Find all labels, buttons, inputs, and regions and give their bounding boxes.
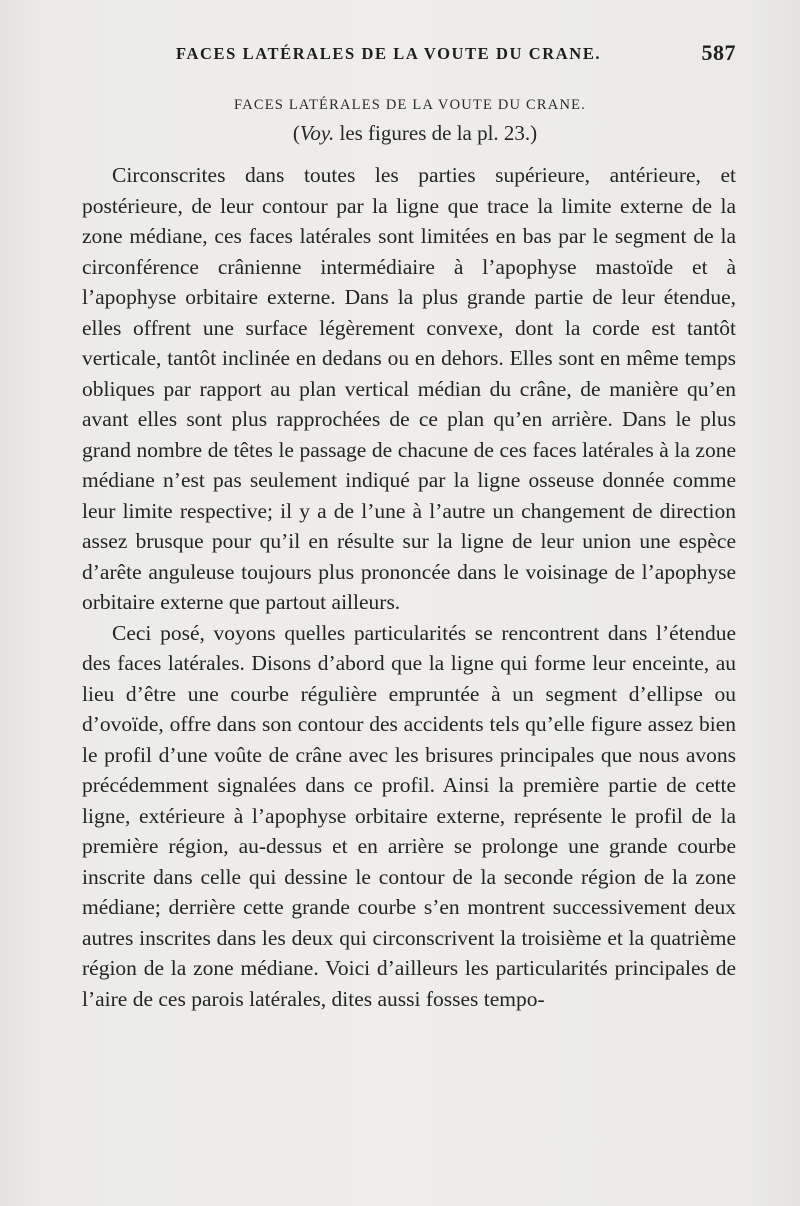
page-number: 587 — [701, 40, 736, 65]
figure-ref-rest: les figures de la pl. 23.) — [334, 121, 538, 145]
running-head — [176, 40, 736, 70]
figure-ref-open: ( — [292, 121, 300, 145]
section-title: FACES LATÉRALES DE LA VOUTE DU CRANE. — [234, 97, 586, 113]
paragraph: Circonscrites dans toutes les parties supérieure, antérieure, et postérieure, de leur contour par la ligne que trace la limite externe de la zone médiane, ces faces latérales sont limitées en bas par le segment de la circonférence crânienne intermédiaire à l’apophyse mastoïde et à l’apophyse orbitaire externe. Dans la plus grande partie de leur étendue, elles offrent une surface légèrement convexe, dont la corde est tantôt verticale, tantôt inclinée en dedans ou en dehors. Elles sont en même temps obliques par rapport au plan vertical médian du crâne, de manière qu’en avant elles sont plus rapprochées de ce plan qu’en arrière. Dans le plus grand nombre de têtes le passage de chacune de ces faces latérales à la zone médiane n’est pas seulement indiqué par la ligne osseuse donnée comme leur limite respective; il y a de l’une à l’autre un changement de direction assez brusque pour qu’il en résulte sur la ligne de leur union une espèce d’arête anguleuse toujours plus prononcée dans le voisinage de l’apophyse orbitaire externe que partout ailleurs. — [82, 163, 736, 614]
running-title: FACES LATÉRALES DE LA VOUTE DU CRANE. — [176, 44, 602, 63]
figure-ref-voy: Voy. — [299, 121, 335, 145]
figure-reference — [0, 121, 800, 146]
body-text — [82, 160, 736, 1014]
paragraph: Ceci posé, voyons quelles particularités se rencontrent dans l’étendue des faces latérales. Disons d’abord que la ligne qui forme leur enceinte, au lieu d’être une courbe régulière empruntée à un segment d’ellipse ou d’ovoïde, offre dans son contour des accidents tels qu’elle figure assez bien le profil d’une voûte de crâne avec les brisures principales que nous avons précédemment signalées dans ce profil. Ainsi la première partie de cette ligne, extérieure à l’apophyse orbitaire externe, représente le profil de la première région, au-dessus et en arrière se prolonge une grande courbe inscrite dans celle qui dessine le contour de la seconde région de la zone médiane; derrière cette grande courbe s’en montrent successivement deux autres inscrites dans les deux qui circonscrivent la troisième et la quatrième région de la zone médiane. Voici d’ailleurs les particularités principales de l’aire de ces parois latérales, dites aussi fosses tempo- — [82, 620, 736, 1011]
